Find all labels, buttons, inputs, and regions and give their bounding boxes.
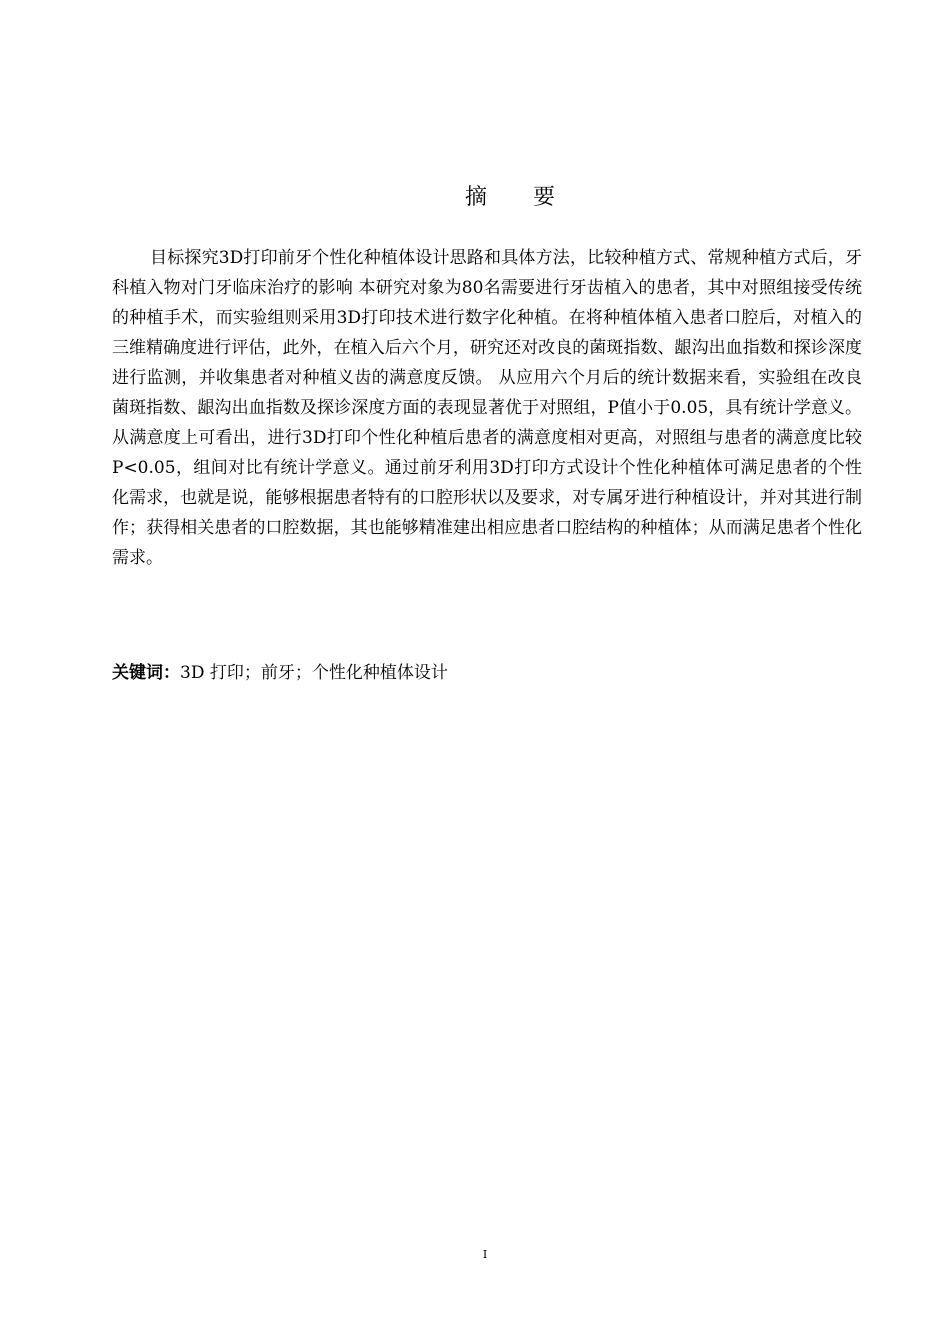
keywords-value: 3D 打印；前牙；个性化种植体设计 [180,663,448,683]
keywords-line [112,658,862,688]
abstract-paragraph: 目标探究3D打印前牙个性化种植体设计思路和具体方法，比较种植方式、常规种植方式后，牙科植入物对门牙临床治疗的影响 本研究对象为80名需要进行牙齿植入的患者，其中对照组接受传统的种植手术，而实验组则采用3D打印技术进行数字化种植。在将种植体植入患者口腔后，对植入的三维精确度进行评估，此外，在植入后六个月，研究还对改良的菌斑指数、龈沟出血指数和探诊深度进行监测，并收集患者对种植义齿的满意度反馈。 从应用六个月后的统计数据来看，实验组在改良菌斑指数、龈沟出血指数及探诊深度方面的表现显著优于对照组，P值小于0.05，具有统计学意义。从满意度上可看出，进行3D打印个性化种植后患者的满意度相对更高，对照组与患者的满意度比较P<0.05，组间对比有统计学意义。通过前牙利用3D打印方式设计个性化种植体可满足患者的个性化需求，也就是说，能够根据患者特有的口腔形状以及要求，对专属牙进行种植设计，并对其进行制作；获得相关患者的口腔数据，其也能够精准建出相应患者口腔结构的种植体；从而满足患者个性化需求。 [112,248,862,568]
keywords-label: 关键词： [112,663,180,683]
abstract-body [112,243,862,573]
page-number: I [482,1248,488,1261]
abstract-heading [0,180,950,211]
abstract-heading-char-2: 要 [533,185,556,210]
abstract-heading-char-1: 摘 [464,185,487,210]
